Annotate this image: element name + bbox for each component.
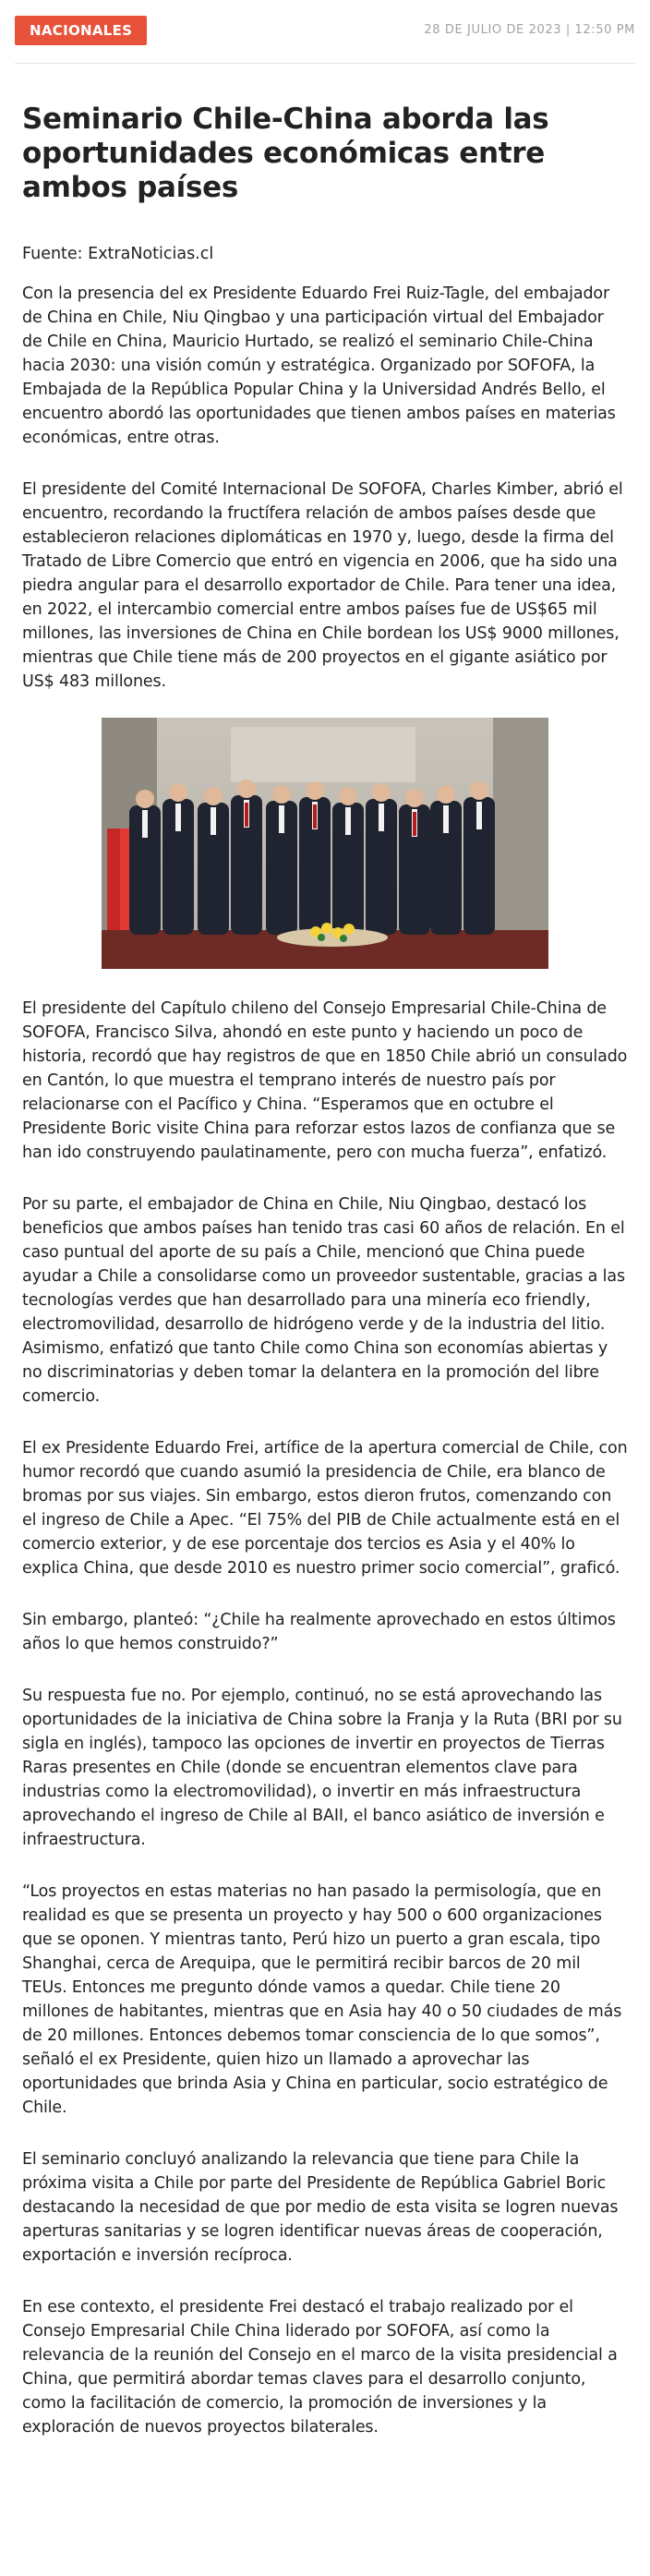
article-title: Seminario Chile-China aborda las oportunidades económicas entre ambos países	[22, 103, 549, 204]
article-source: Fuente: ExtraNoticias.cl	[22, 245, 214, 263]
paragraph: El presidente del Comité Internacional De SOFOFA, Charles Kimber, abrió el encuentro, recordando la fructífera relación de ambos países desde que establecieron relaciones diplomáticas en 1970 y, luego, desde la firma del Tratado de Libre Comercio que entró en vigencia en 2006, que ha sido una piedra angular para el desarrollo exportador de Chile. Para tener una idea, en 2022, el intercambio comercial entre ambos países fue de US$65 mil millones, las inversiones de China en Chile bordean los US$ 9000 millones, mientras que Chile tiene más de 200 proyectos en el gigante asiático por US$ 483 millones.	[22, 480, 623, 691]
paragraph: El seminario concluyó analizando la relevancia que tiene para Chile la próxima visita a Chile por parte del Presidente de República Gabriel Boric destacando la necesidad de que por medio de esta visita se logren nuevas aperturas sanitarias y se logren identificar nuevas áreas de cooperación, exportación e inversión recíproca.	[22, 2150, 619, 2265]
paragraph: Con la presencia del ex Presidente Eduardo Frei Ruiz-Tagle, del embajador de China en Chile, Niu Qingbao y una participación virtual del Embajador de Chile en China, Mauricio Hurtado, se realizó el seminario Chile-China hacia 2030: una visión común y estratégica. Organizado por SOFOFA, la Embajada de la República Popular China y la Universidad Andrés Bello, el encuentro abordó las oportunidades que tienen ambos países en materias económicas, entre otras.	[22, 284, 616, 447]
page	[15, 0, 635, 2439]
paragraph: El ex Presidente Eduardo Frei, artífice de la apertura comercial de Chile, con humor recordó que cuando asumió la presidencia de Chile, era blanco de bromas por sus viajes. Sin embargo, estos dieron frutos, comenzando con el ingreso de Chile a Apec. “El 75% del PIB de Chile actualmente está en el comercio exterior, y de ese porcentaje dos tercios es Asia y el 40% lo explica China, que desde 2010 es nuestro primer socio comercial”, graficó.	[22, 1439, 628, 1578]
group-photo-illustration	[102, 718, 548, 969]
publish-date: 28 DE JULIO DE 2023	[424, 23, 562, 37]
article-body	[15, 103, 635, 2439]
paragraph: Por su parte, el embajador de China en Chile, Niu Qingbao, destacó los beneficios que ambos países han tenido tras casi 60 años de relación. En el caso puntual del aporte de su país a Chile, mencionó que China puede ayudar a Chile a consolidarse como un proveedor sustentable, gracias a las tecnologías verdes que han desarrollado para una minería eco friendly, electromovilidad, desarrollo de hidrógeno verde y de la industria del litio. Asimismo, enfatizó que tanto Chile como China son economías abiertas y no discriminatorias y deben tomar la delantera en la promoción del libre comercio.	[22, 1195, 625, 1406]
paragraph: Sin embargo, planteó: “¿Chile ha realmente aprovechado en estos últimos años lo que hemos construido?”	[22, 1611, 616, 1653]
article-header-bar	[15, 0, 635, 64]
paragraph: En ese contexto, el presidente Frei destacó el trabajo realizado por el Consejo Empresarial Chile China liderado por SOFOFA, así como la relevancia de la reunión del Consejo en el marco de la visita presidencial a China, que permitirá abordar temas claves para el desarrollo conjunto, como la facilitación de comercio, la promoción de inversiones y la exploración de nuevos proyectos bilaterales.	[22, 2298, 618, 2437]
paragraph: “Los proyectos en estas materias no han pasado la permisología, que en realidad es que se presenta un proyecto y hay 500 o 600 organizaciones que se oponen. Y mientras tanto, Perú hizo un puerto a gran escala, tipo Shanghai, cerca de Arequipa, que le permitirá recibir barcos de 20 mil TEUs. Entonces me pregunto dónde vamos a quedar. Chile tiene 20 millones de habitantes, mientras que en Asia hay 40 o 50 ciudades de más de 20 millones. Entonces debemos tomar consciencia de lo que somos”, señaló el ex Presidente, quien hizo un llamado a aprovechar las oportunidades que brinda Asia y China en particular, socio estratégico de Chile.	[22, 1882, 622, 2117]
publish-meta	[424, 23, 635, 37]
category-badge[interactable]: NACIONALES	[15, 16, 147, 45]
publish-time: 12:50 PM	[574, 23, 635, 37]
article-photo	[102, 718, 548, 969]
paragraph: El presidente del Capítulo chileno del Consejo Empresarial Chile-China de SOFOFA, Francisco Silva, ahondó en este punto y haciendo un poco de historia, recordó que hay registros de que en 1850 Chile abrió un consulado en Cantón, lo que muestra el temprano interés de nuestro país por relacionarse con el Pacífico y China. “Esperamos que en octubre el Presidente Boric visite China para reforzar estos lazos de confianza que se han ido construyendo paulatinamente, pero con mucha fuerza”, enfatizó.	[22, 999, 628, 1162]
meta-separator: |	[565, 23, 571, 37]
paragraph: Su respuesta fue no. Por ejemplo, continuó, no se está aprovechando las oportunidades de la iniciativa de China sobre la Franja y la Ruta (BRI por su sigla en inglés), tampoco las opciones de invertir en proyectos de Tierras Raras presentes en Chile (donde se encuentran elementos clave para industrias como la electromovilidad), o invertir en más infraestructura aprovechando el ingreso de Chile al BAII, el banco asiático de inversión e infraestructura.	[22, 1687, 622, 1849]
